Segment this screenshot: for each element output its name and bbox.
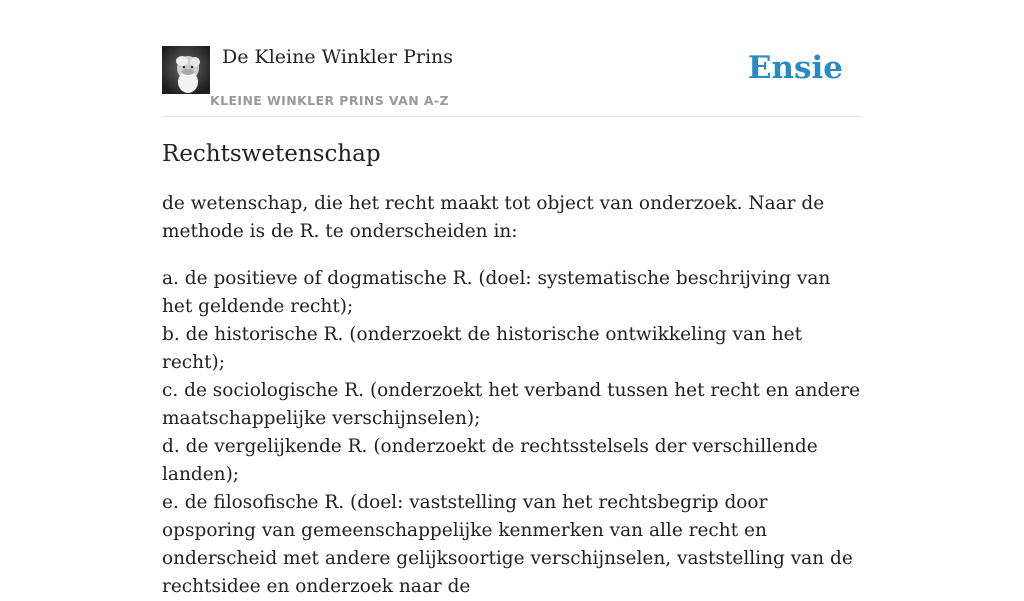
definition-list — [162, 265, 866, 601]
article-intro: de wetenschap, die het recht maakt tot object van onderzoek. Naar de methode is de R. te onderscheiden in: — [162, 193, 825, 242]
list-item: e. de filosofische R. (doel: vaststelling van het rechtsbegrip door opsporing van gemeenschappelijke kenmerken van alle recht en onderscheid met andere gelijksoortige verschijnselen, vaststelling van de rechtsidee en onderzoek naar de — [162, 492, 853, 597]
list-item: b. de historische R. (onderzoekt de historische ontwikkeling van het recht); — [162, 324, 803, 373]
portrait-avatar-graphic — [162, 46, 210, 94]
list-item: d. de vergelijkende R. (onderzoekt de rechtsstelsels der verschillende landen); — [162, 436, 818, 485]
list-item: c. de sociologische R. (onderzoekt het verband tussen het recht en andere maatschappelijke verschijnselen); — [162, 380, 861, 429]
portrait-avatar-icon[interactable] — [162, 46, 210, 94]
site-header — [162, 44, 862, 117]
site-subtitle-link[interactable]: KLEINE WINKLER PRINS VAN A-Z — [210, 93, 449, 108]
article — [162, 138, 866, 601]
article-title: Rechtswetenschap — [162, 141, 381, 167]
list-item: a. de positieve of dogmatische R. (doel: systematische beschrijving van het geldende recht); — [162, 268, 831, 317]
ensie-logo-link[interactable]: Ensie — [747, 50, 843, 86]
site-name-link[interactable]: De Kleine Winkler Prins — [222, 46, 454, 68]
